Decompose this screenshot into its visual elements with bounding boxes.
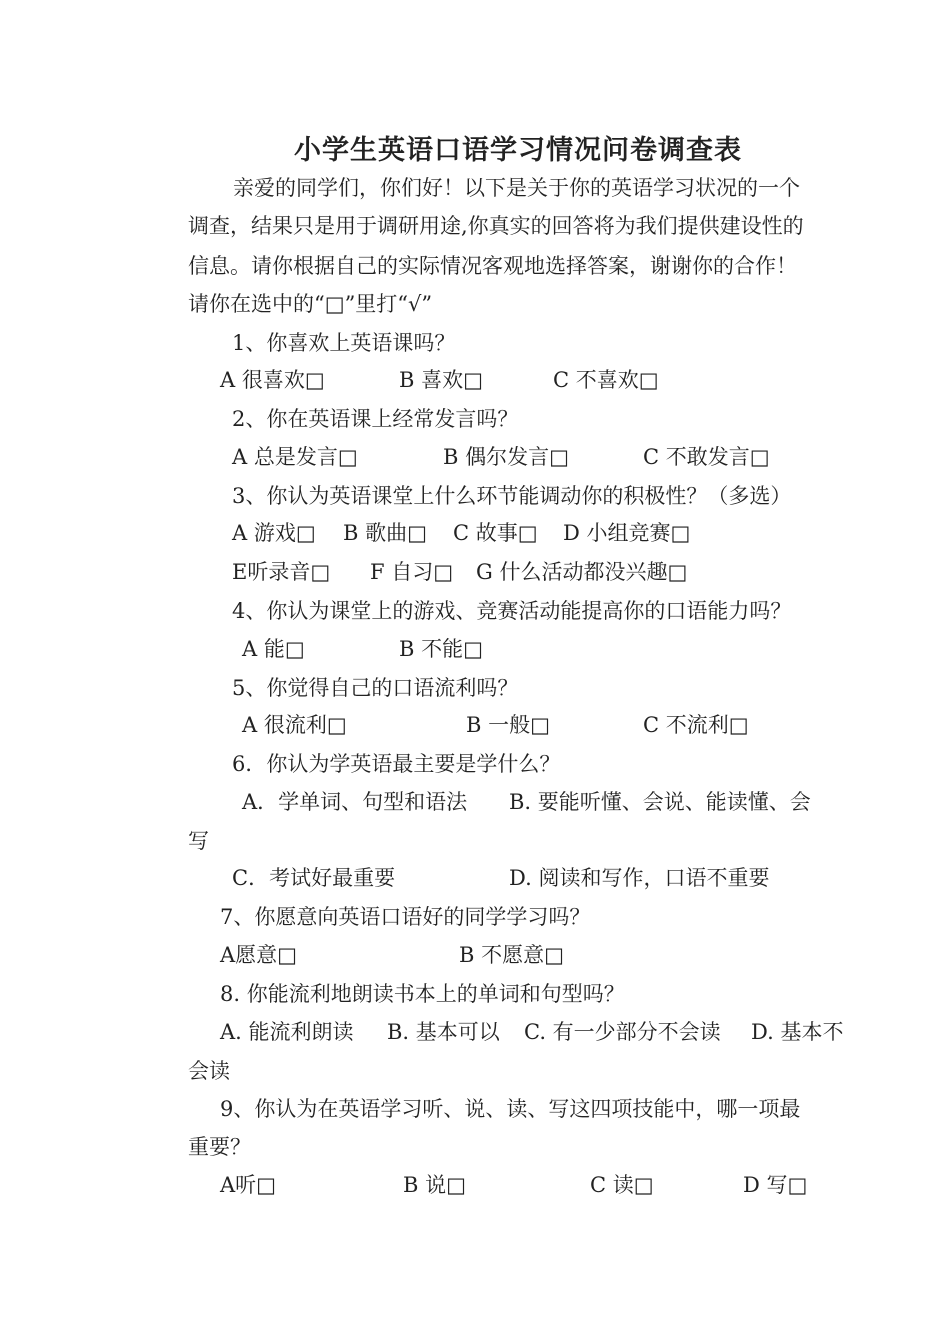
question-9-wrap: 重要？ xyxy=(188,1135,251,1159)
question-6: 6．你认为学英语最主要是学什么？ xyxy=(232,752,561,776)
q3-option-g[interactable]: G 什么活动都没兴趣□ xyxy=(476,560,688,584)
q8-option-d[interactable]: D. 基本不 xyxy=(751,1020,844,1044)
q3-option-e[interactable]: E听录音□ xyxy=(232,560,331,584)
q5-option-c[interactable]: C 不流利□ xyxy=(643,713,749,737)
q6-option-c[interactable]: C．考试好最重要 xyxy=(232,866,396,890)
question-8: 8. 你能流利地朗读书本上的单词和句型吗？ xyxy=(220,982,625,1006)
q8-option-a[interactable]: A. 能流利朗读 xyxy=(220,1020,354,1044)
question-5: 5、你觉得自己的口语流利吗？ xyxy=(232,676,519,700)
q5-option-a[interactable]: A 很流利□ xyxy=(242,713,347,737)
question-1: 1、你喜欢上英语课吗？ xyxy=(232,331,456,355)
q7-option-a[interactable]: A愿意□ xyxy=(220,943,298,967)
intro-line-2: 调查，结果只是用于调研用途,你真实的回答将为我们提供建设性的 xyxy=(188,214,804,238)
q2-option-a[interactable]: A 总是发言□ xyxy=(232,445,358,469)
question-9: 9、你认为在英语学习听、说、读、写这四项技能中，哪一项最 xyxy=(220,1097,801,1121)
q9-option-d[interactable]: D 写□ xyxy=(743,1173,808,1197)
q8-option-d-wrap: 会读 xyxy=(188,1059,230,1083)
q3-option-d[interactable]: D 小组竞赛□ xyxy=(563,521,691,545)
q3-option-a[interactable]: A 游戏□ xyxy=(232,521,316,545)
intro-line-1: 亲爱的同学们，你们好！以下是关于你的英语学习状况的一个 xyxy=(233,176,800,200)
q6-option-a[interactable]: A．学单词、句型和语法 xyxy=(242,790,468,814)
q1-option-a[interactable]: A 很喜欢□ xyxy=(220,368,325,392)
q3-option-f[interactable]: F 自习□ xyxy=(370,560,454,584)
q9-option-c[interactable]: C 读□ xyxy=(590,1173,654,1197)
q4-option-a[interactable]: A 能□ xyxy=(242,637,305,661)
q6-option-d[interactable]: D. 阅读和写作，口语不重要 xyxy=(509,866,770,890)
q5-option-b[interactable]: B 一般□ xyxy=(466,713,550,737)
intro-line-3: 信息。请你根据自己的实际情况客观地选择答案，谢谢你的合作！ xyxy=(188,254,797,278)
q9-option-a[interactable]: A听□ xyxy=(220,1173,277,1197)
q9-option-b[interactable]: B 说□ xyxy=(403,1173,466,1197)
q6-option-b-wrap: 写 xyxy=(188,829,209,853)
intro-line-4: 请你在选中的“□”里打“√” xyxy=(188,292,433,316)
q2-option-b[interactable]: B 偶尔发言□ xyxy=(443,445,569,469)
q2-option-c[interactable]: C 不敢发言□ xyxy=(643,445,770,469)
question-2: 2、你在英语课上经常发言吗？ xyxy=(232,407,519,431)
q4-option-b[interactable]: B 不能□ xyxy=(399,637,483,661)
q6-option-b[interactable]: B. 要能听懂、会说、能读懂、会 xyxy=(509,790,811,814)
q7-option-b[interactable]: B 不愿意□ xyxy=(459,943,564,967)
q8-option-b[interactable]: B. 基本可以 xyxy=(387,1020,500,1044)
question-4: 4、你认为课堂上的游戏、竞赛活动能提高你的口语能力吗？ xyxy=(232,599,792,623)
q8-option-c[interactable]: C. 有一少部分不会读 xyxy=(524,1020,721,1044)
question-7: 7、你愿意向英语口语好的同学学习吗？ xyxy=(220,905,591,929)
q3-option-c[interactable]: C 故事□ xyxy=(453,521,538,545)
q1-option-c[interactable]: C 不喜欢□ xyxy=(553,368,659,392)
q3-option-b[interactable]: B 歌曲□ xyxy=(343,521,427,545)
question-3: 3、你认为英语课堂上什么环节能调动你的积极性？（多选） xyxy=(232,484,792,508)
page-title: 小学生英语口语学习情况问卷调查表 xyxy=(294,135,742,166)
q1-option-b[interactable]: B 喜欢□ xyxy=(399,368,483,392)
